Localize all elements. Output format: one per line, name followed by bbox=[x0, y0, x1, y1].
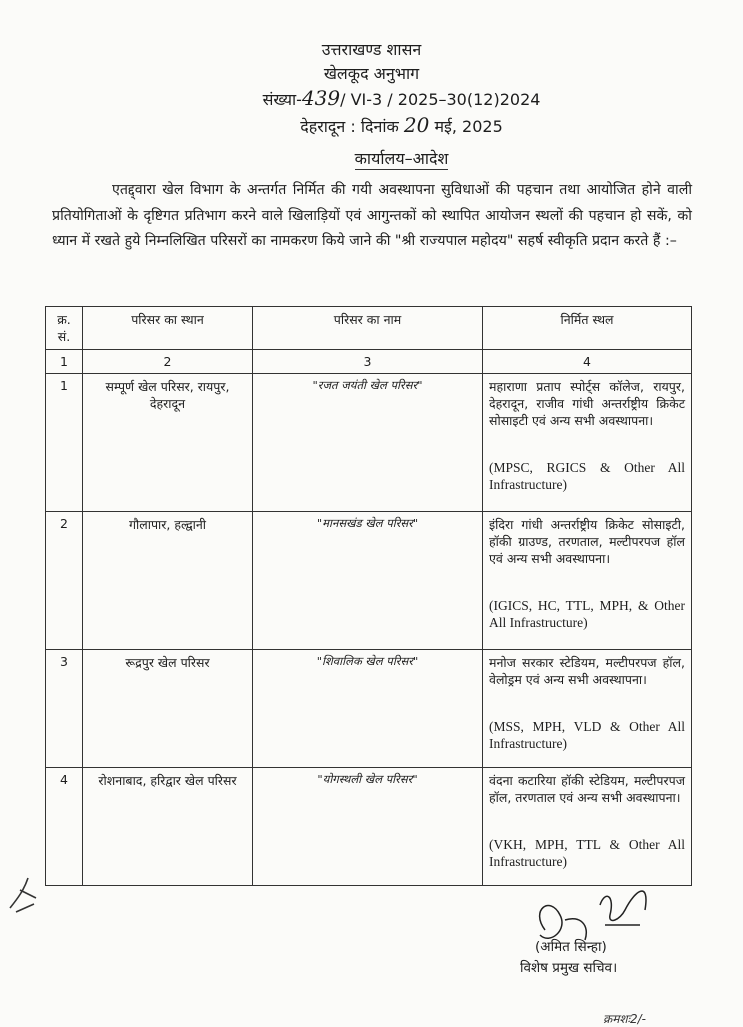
row-serial: 3 bbox=[46, 650, 83, 768]
header-facility: निर्मित स्थल bbox=[483, 307, 692, 350]
order-title bbox=[30, 147, 743, 169]
row-serial: 4 bbox=[46, 768, 83, 886]
order-body bbox=[52, 178, 692, 255]
row-facility-text: मनोज सरकार स्टेडियम, मल्टीपरपज हॉल, वेलोड्रम एवं अन्य सभी अवस्थापना। bbox=[489, 655, 685, 687]
order-number-suffix: / VI-3 / 2025–30(12)2024 bbox=[340, 90, 541, 109]
table-row bbox=[46, 650, 692, 768]
row-complex-name: "रजत जयंती खेल परिसर" bbox=[253, 374, 483, 512]
government-title: उत्तराखण्ड शासन bbox=[321, 40, 422, 59]
row-facility-code: (MPSC, RGICS & Other All Infrastructure) bbox=[489, 460, 685, 492]
row-complex-name: "योगस्थली खेल परिसर" bbox=[253, 768, 483, 886]
col-number: 4 bbox=[483, 350, 692, 374]
row-complex-name: "शिवालिक खेल परिसर" bbox=[253, 650, 483, 768]
date-handwritten: 20 bbox=[403, 113, 430, 137]
date-prefix: देहरादून : दिनांक bbox=[300, 117, 399, 136]
header-name: परिसर का नाम bbox=[253, 307, 483, 350]
row-location: सम्पूर्ण खेल परिसर, रायपुर, देहरादून bbox=[83, 374, 253, 512]
order-date bbox=[30, 113, 743, 137]
col-number: 1 bbox=[46, 350, 83, 374]
signatory-name: (अमित सिन्हा) bbox=[535, 939, 607, 955]
header-location: परिसर का स्थान bbox=[83, 307, 253, 350]
table-header-row bbox=[46, 307, 692, 350]
row-facility bbox=[483, 374, 692, 512]
row-facility bbox=[483, 512, 692, 650]
row-facility-text: महाराणा प्रताप स्पोर्ट्स कॉलेज, रायपुर, देहरादून, राजीव गांधी अन्तर्राष्ट्रीय क्रिकेट सोसाइटी एवं अन्य सभी अवस्थापना। bbox=[489, 379, 685, 428]
row-serial: 2 bbox=[46, 512, 83, 650]
header-serial: क्र. सं. bbox=[46, 307, 83, 350]
col-number: 2 bbox=[83, 350, 253, 374]
table-row bbox=[46, 768, 692, 886]
row-facility bbox=[483, 768, 692, 886]
order-body-paragraph: एतद्द्वारा खेल विभाग के अन्तर्गत निर्मित की गयी अवस्थापना सुविधाओं की पहचान तथा आयोजित होने वाली प्रतियोगिताओं के दृष्टिगत प्रतिभाग करने वाले खिलाड़ियों एवं आगुन्तकों को स्थापित आयोजन स्थलों की पहचान हो सकें, को ध्यान में रखते हुये निम्नलिखित परिसरों का नामकरण किये जाने की "श्री राज्यपाल महोदय" सहर्ष स्वीकृति प्रदान करते हैं :– bbox=[52, 182, 692, 249]
table-row bbox=[46, 374, 692, 512]
margin-mark-icon bbox=[6, 868, 46, 918]
table-row bbox=[46, 512, 692, 650]
order-number-handwritten: 439 bbox=[301, 86, 341, 110]
row-complex-name: "मानसखंड खेल परिसर" bbox=[253, 512, 483, 650]
signatory-designation: विशेष प्रमुख सचिव। bbox=[520, 960, 618, 976]
row-location: गौलापार, हल्द्वानी bbox=[83, 512, 253, 650]
section-title: खेलकूद अनुभाग bbox=[323, 64, 420, 83]
row-facility-code: (VKH, MPH, TTL & Other All Infrastructure) bbox=[489, 837, 685, 869]
row-facility-text: इंदिरा गांधी अन्तर्राष्ट्रीय क्रिकेट सोसाइटी, हॉकी ग्राउण्ड, तरणताल, मल्टीपरपज हॉल एवं अन्य सभी अवस्थापना। bbox=[489, 517, 685, 566]
row-facility-code: (IGICS, HC, TTL, MPH, & Other All Infrastructure) bbox=[489, 598, 685, 630]
row-facility bbox=[483, 650, 692, 768]
row-facility-text: वंदना कटारिया हॉकी स्टेडियम, मल्टीपरपज हॉल, तरणताल एवं अन्य सभी अवस्थापना। bbox=[489, 773, 685, 805]
row-serial: 1 bbox=[46, 374, 83, 512]
date-suffix: मई, 2025 bbox=[434, 117, 503, 136]
order-number bbox=[30, 86, 743, 110]
col-number: 3 bbox=[253, 350, 483, 374]
table-column-number-row bbox=[46, 350, 692, 374]
continuation-note: क्रमशः2/- bbox=[603, 1012, 646, 1026]
complex-naming-table bbox=[45, 306, 692, 886]
order-title-text: कार्यालय–आदेश bbox=[354, 149, 449, 168]
row-facility-code: (MSS, MPH, VLD & Other All Infrastructure) bbox=[489, 719, 685, 751]
order-number-prefix: संख्या- bbox=[262, 90, 302, 109]
row-location: रूद्रपुर खेल परिसर bbox=[83, 650, 253, 768]
row-location: रोशनाबाद, हरिद्वार खेल परिसर bbox=[83, 768, 253, 886]
